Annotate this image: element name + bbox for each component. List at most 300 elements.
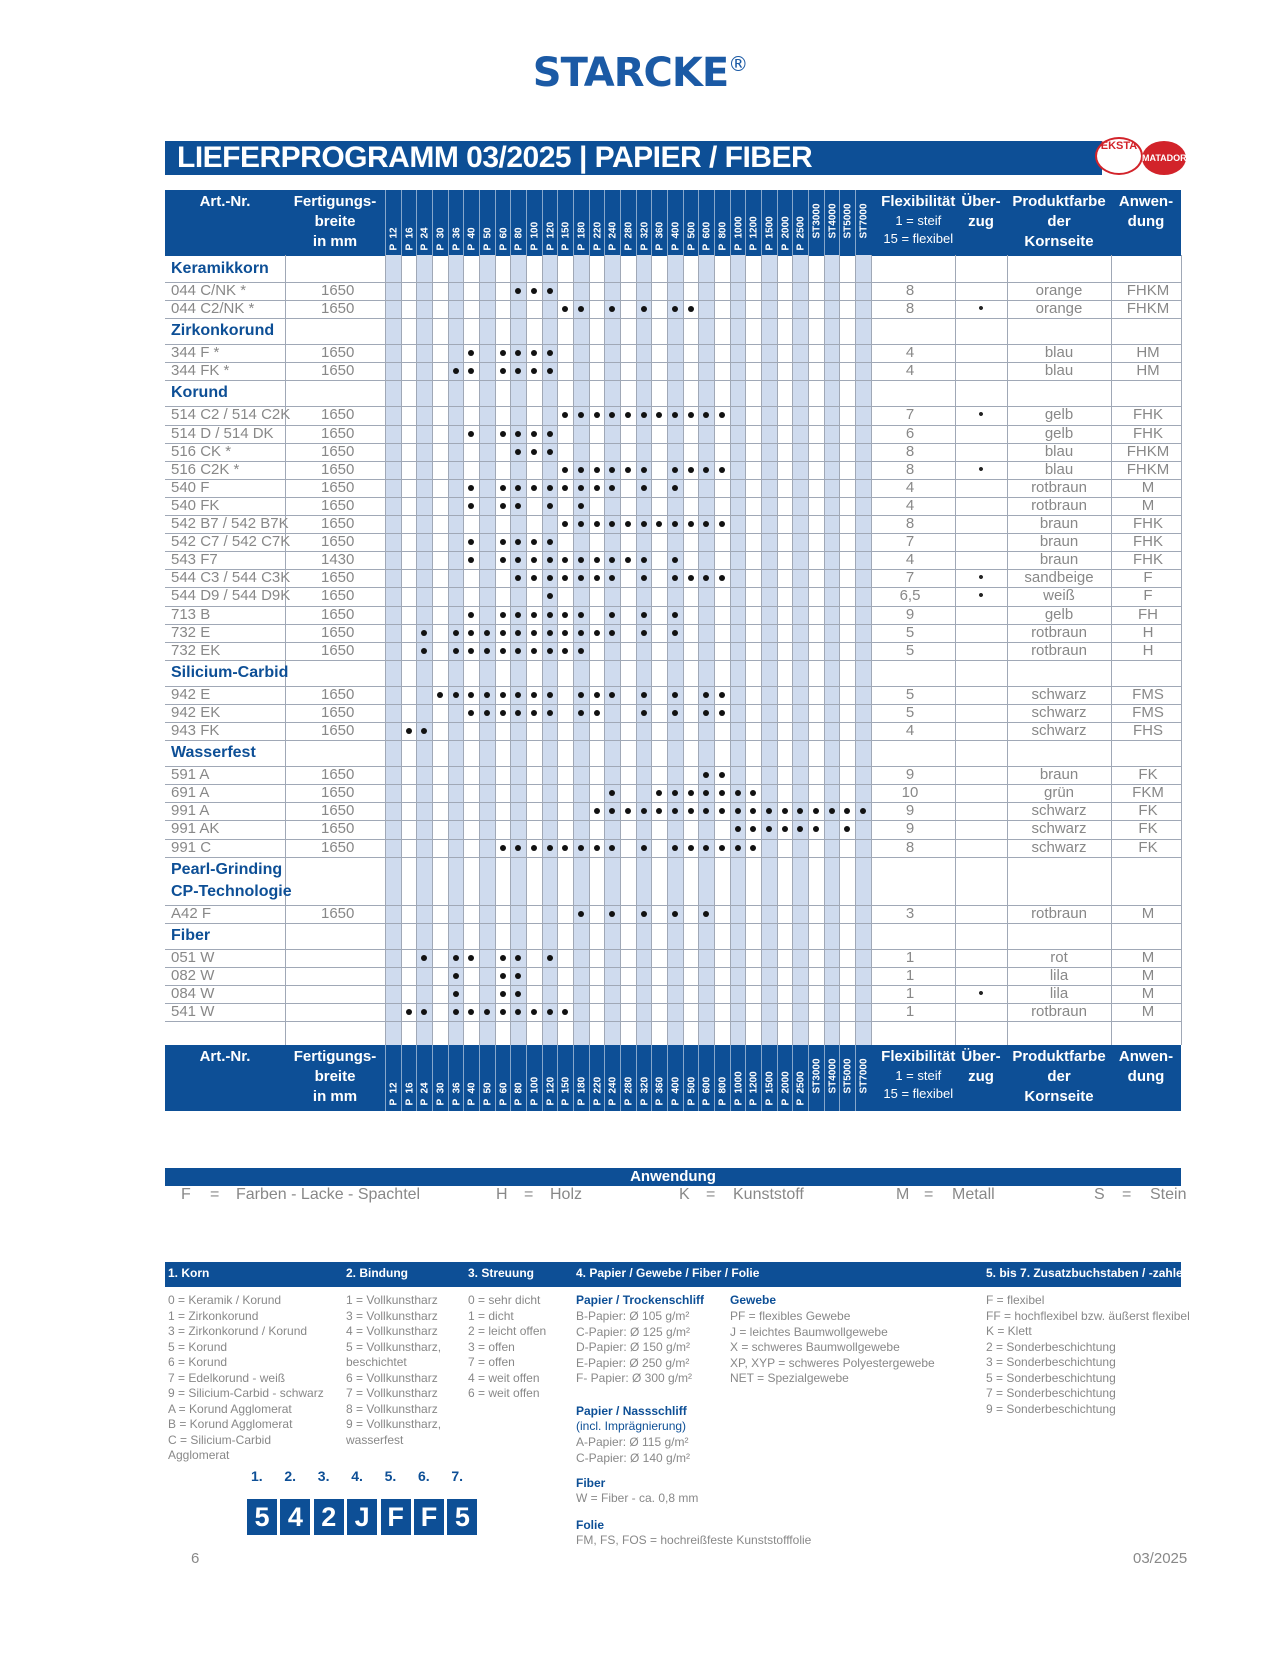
grit-label	[559, 1044, 574, 1106]
availability-dot	[515, 288, 521, 294]
ueberzug: •	[978, 300, 984, 318]
produktfarbe: orange	[1035, 282, 1083, 299]
availability-dot	[562, 575, 568, 581]
grit-prefix: P	[686, 243, 698, 251]
anwendung: M	[1141, 984, 1155, 1002]
grit-col-header	[651, 1045, 668, 1111]
flexibilitaet: 4	[905, 722, 915, 739]
grit-label	[731, 1044, 746, 1106]
grit-prefix: P	[764, 243, 776, 251]
grit-col-header	[698, 1045, 715, 1111]
bindung-entry: 3 = Vollkunstharz	[346, 1308, 438, 1323]
availability-dot	[688, 467, 694, 473]
grit-prefix: P	[576, 243, 588, 251]
grit-value: 120	[545, 1076, 557, 1094]
availability-dot	[547, 955, 553, 961]
grit-value: 30	[435, 1082, 447, 1094]
grit-value: 24	[419, 1082, 431, 1094]
grit-prefix: P	[748, 243, 760, 251]
availability-dot	[484, 692, 490, 698]
table-row	[165, 344, 1181, 362]
availability-dot	[594, 412, 600, 418]
availability-dot	[515, 648, 521, 654]
produktfarbe: gelb	[1044, 605, 1074, 623]
anwendung: FHKM	[1126, 442, 1170, 460]
grit-label	[716, 1044, 731, 1106]
col-anwendung-line: Anwen-	[1118, 1048, 1174, 1065]
bindung-entry: 9 = Vollkunstharz,	[346, 1417, 442, 1431]
grit-value: 100	[529, 1076, 541, 1094]
availability-dot	[578, 467, 584, 473]
grit-col-header	[636, 1045, 653, 1111]
availability-dot	[813, 826, 819, 832]
grit-value: 1000	[733, 1071, 745, 1094]
flexibilitaet: 3	[905, 904, 915, 922]
code-position: 5.	[384, 1468, 397, 1484]
anwendung: FHK	[1133, 406, 1163, 424]
availability-dot	[500, 648, 506, 654]
fertigungsbreite: 1650	[321, 703, 355, 721]
availability-dot	[688, 808, 694, 814]
code-char: J	[347, 1499, 377, 1535]
fertigungsbreite: 1650	[321, 904, 355, 922]
availability-dot	[468, 648, 474, 654]
section-title: Wasserfest	[171, 744, 256, 762]
produktfarbe: blau	[1044, 344, 1074, 362]
grit-value: 12	[388, 1082, 400, 1094]
anwendung: FKM	[1132, 784, 1164, 802]
availability-dot	[656, 521, 662, 527]
art-nr: 540 F	[171, 478, 210, 496]
col-ueberzug-line: zug	[968, 213, 994, 230]
grit-prefix: P	[748, 1098, 760, 1106]
availability-dot	[672, 306, 678, 312]
anwendung-title: Anwendung	[165, 1168, 1181, 1186]
page-number: 6	[191, 1550, 200, 1567]
produktfarbe: lila	[1049, 966, 1069, 984]
produktfarbe: rotbraun	[1031, 623, 1087, 641]
availability-dot	[515, 485, 521, 491]
gewebe-title: Gewebe	[730, 1293, 777, 1307]
grit-value: 36	[451, 1082, 463, 1094]
grit-label	[387, 189, 402, 251]
availability-dot	[547, 575, 553, 581]
col-breite-line: Fertigungs-	[293, 193, 377, 210]
grit-col-header	[683, 1045, 700, 1111]
grit-col-header	[792, 1045, 809, 1111]
flexibilitaet: 8	[905, 460, 915, 478]
grit-label	[841, 1044, 856, 1106]
grit-label	[794, 189, 809, 251]
col-farbe	[1007, 190, 1111, 256]
table-row	[165, 515, 1181, 533]
availability-dot	[547, 612, 553, 618]
produktfarbe: schwarz	[1031, 703, 1087, 721]
grit-prefix: P	[795, 1098, 807, 1106]
flexibilitaet: 8	[905, 282, 915, 299]
produktfarbe: schwarz	[1031, 722, 1087, 739]
anwendung: FHK	[1133, 515, 1163, 532]
availability-dot	[578, 521, 584, 527]
grit-label	[402, 189, 417, 251]
availability-dot	[453, 955, 459, 961]
produktfarbe: blau	[1044, 460, 1074, 478]
availability-dot	[672, 612, 678, 618]
produktfarbe: rot	[1050, 948, 1068, 966]
table-row	[165, 362, 1181, 380]
availability-dot	[656, 808, 662, 814]
availability-dot	[719, 710, 725, 716]
bindung-entry: 6 = Vollkunstharz	[346, 1370, 438, 1385]
grit-col-header	[667, 190, 684, 256]
availability-dot	[562, 630, 568, 636]
zusatz-entry: F = flexibel	[986, 1293, 1045, 1307]
grit-col-header	[589, 190, 606, 256]
row-divider	[165, 1021, 1181, 1022]
availability-dot	[641, 630, 647, 636]
anwendung: HM	[1136, 362, 1160, 380]
availability-dot	[515, 503, 521, 509]
zusatz-entry: K = Klett	[986, 1324, 1032, 1338]
availability-dot	[531, 710, 537, 716]
nass-entry: C-Papier: Ø 140 g/m²	[576, 1450, 691, 1465]
streuung-entry: 6 = weit offen	[468, 1386, 540, 1400]
availability-dot	[468, 692, 474, 698]
grit-value: 16	[404, 1082, 416, 1094]
grit-col-header	[463, 190, 480, 256]
grit-value: 800	[717, 221, 729, 239]
produktfarbe: braun	[1039, 766, 1079, 784]
availability-dot	[719, 790, 725, 796]
flexibilitaet: 1	[905, 1003, 915, 1020]
table-row	[165, 820, 1181, 838]
availability-dot	[531, 557, 537, 563]
flexibilitaet: 5	[905, 685, 915, 703]
section-title: Zirkonkorund	[171, 322, 275, 340]
art-nr: 514 D / 514 DK	[171, 424, 274, 442]
availability-dot	[688, 845, 694, 851]
produktfarbe: rotbraun	[1031, 478, 1087, 496]
code-char: 5	[247, 1499, 277, 1535]
anwendung: F	[1143, 587, 1153, 605]
availability-dot	[672, 412, 678, 418]
col-breite-line: breite	[314, 213, 356, 230]
art-nr: 516 CK *	[171, 442, 232, 460]
grit-value: 600	[701, 1076, 713, 1094]
table-row	[165, 497, 1181, 515]
papier-entry: D-Papier: Ø 150 g/m²	[576, 1340, 691, 1354]
availability-dot	[562, 306, 568, 312]
grit-label	[402, 1044, 417, 1106]
anwendung-eq: =	[524, 1186, 534, 1203]
grit-value: 2500	[795, 1071, 807, 1094]
grit-label	[684, 1044, 699, 1106]
availability-dot	[609, 412, 615, 418]
availability-dot	[719, 575, 725, 581]
availability-dot	[703, 521, 709, 527]
anwendung-value: Holz	[550, 1186, 583, 1203]
grit-value: 150	[560, 221, 572, 239]
art-nr: 543 F7	[171, 551, 218, 569]
table-row	[165, 461, 1181, 479]
flexibilitaet: 10	[901, 784, 919, 802]
availability-dot	[719, 808, 725, 814]
availability-dot	[844, 808, 850, 814]
korn-entry: 3 = Zirkonkorund / Korund	[168, 1324, 308, 1338]
availability-dot	[703, 412, 709, 418]
flexibilitaet: 8	[905, 300, 915, 318]
availability-dot	[437, 692, 443, 698]
matador-logo: MATADOR	[1142, 141, 1186, 175]
produktfarbe: schwarz	[1031, 802, 1087, 820]
grit-col-header	[401, 190, 418, 256]
col-ueberzug-line: zug	[968, 1068, 994, 1085]
grit-value: 220	[592, 1076, 604, 1094]
col-breite-line: in mm	[312, 233, 358, 250]
grit-col-header	[448, 1045, 465, 1111]
grit-value: 180	[576, 1076, 588, 1094]
availability-dot	[656, 412, 662, 418]
bindung-entry: 4 = Vollkunstharz	[346, 1324, 438, 1338]
anwendung: FMS	[1132, 703, 1164, 721]
code-char: 2	[314, 1499, 344, 1535]
grit-prefix: P	[623, 243, 635, 251]
code-char: 5	[447, 1499, 477, 1535]
anwendung-eq: =	[706, 1186, 716, 1203]
fertigungsbreite: 1650	[321, 802, 355, 820]
availability-dot	[703, 710, 709, 716]
availability-dot	[468, 431, 474, 437]
table-row	[165, 624, 1181, 642]
availability-dot	[562, 612, 568, 618]
availability-dot	[468, 350, 474, 356]
art-nr: 542 C7 / 542 C7K	[171, 533, 291, 551]
grit-col-header	[557, 1045, 574, 1111]
availability-dot	[468, 557, 474, 563]
availability-dot	[719, 467, 725, 473]
availability-dot	[515, 368, 521, 374]
anwendung: M	[1141, 904, 1155, 922]
grit-prefix: P	[592, 1098, 604, 1106]
zusatz-entry: 7 = Sonderbeschichtung	[986, 1386, 1116, 1400]
grit-col-header	[557, 190, 574, 256]
availability-dot	[672, 808, 678, 814]
fertigungsbreite: 1650	[321, 460, 355, 478]
availability-dot	[703, 692, 709, 698]
grit-label	[731, 189, 746, 251]
col-anwendung-line: Anwen-	[1118, 193, 1174, 210]
grit-value: 360	[654, 1076, 666, 1094]
availability-dot	[578, 485, 584, 491]
grit-col-header	[730, 190, 747, 256]
produktfarbe: grün	[1043, 784, 1075, 802]
bindung-entry: wasserfest	[346, 1432, 404, 1447]
grit-col-header	[839, 190, 856, 256]
grit-value: 320	[639, 1076, 651, 1094]
ueberzug: •	[978, 587, 984, 605]
streuung-entry: 7 = offen	[468, 1355, 515, 1369]
grit-prefix: P	[529, 243, 541, 251]
korn-entry: C = Silicium-Carbid	[168, 1432, 272, 1447]
grit-label	[653, 189, 668, 251]
art-nr: 544 C3 / 544 C3K	[171, 569, 291, 587]
grit-value: 180	[576, 221, 588, 239]
anwendung: FHS	[1133, 722, 1163, 739]
bindung-entry: 8 = Vollkunstharz	[346, 1401, 438, 1416]
availability-dot	[641, 412, 647, 418]
availability-dot	[641, 911, 647, 917]
availability-dot	[453, 630, 459, 636]
availability-dot	[688, 521, 694, 527]
art-nr: 732 E	[171, 623, 211, 641]
availability-dot	[703, 845, 709, 851]
code-position: 6.	[418, 1468, 430, 1484]
table-row	[165, 802, 1181, 820]
fertigungsbreite: 1650	[321, 515, 355, 532]
flexibilitaet: 8	[905, 442, 915, 460]
col-flex-line: Flexibilität	[881, 193, 956, 210]
grit-col-header	[714, 190, 731, 256]
availability-dot	[468, 503, 474, 509]
grit-value: 100	[529, 221, 541, 239]
fiber-title: Fiber	[576, 1476, 606, 1490]
grit-label	[778, 1044, 793, 1106]
art-nr: 732 EK	[171, 641, 221, 659]
fertigungsbreite: 1650	[321, 623, 355, 641]
availability-dot	[515, 575, 521, 581]
availability-dot	[515, 350, 521, 356]
grit-label	[465, 189, 480, 251]
col-flex-line: 15 = flexibel	[883, 1086, 954, 1101]
availability-dot	[594, 845, 600, 851]
produktfarbe: rotbraun	[1031, 641, 1087, 659]
grit-value: 400	[670, 1076, 682, 1094]
availability-dot	[672, 845, 678, 851]
grit-col-header	[604, 190, 621, 256]
gewebe-entry: NET = Spezialgewebe	[730, 1371, 849, 1385]
availability-dot	[515, 692, 521, 698]
grit-label	[434, 1044, 449, 1106]
grit-label	[841, 189, 856, 251]
col-anwendung-line: dung	[1127, 1068, 1165, 1085]
produktfarbe: braun	[1039, 515, 1079, 532]
availability-dot	[578, 710, 584, 716]
availability-dot	[782, 808, 788, 814]
grit-col-header	[808, 1045, 825, 1111]
col-flex-line: 1 = steif	[895, 1068, 942, 1083]
grit-value: 1200	[748, 216, 760, 239]
grit-prefix: P	[388, 1098, 400, 1106]
art-nr: 344 F *	[171, 344, 220, 362]
fertigungsbreite: 1430	[321, 551, 355, 569]
availability-dot	[453, 973, 459, 979]
grit-label	[637, 189, 652, 251]
grit-prefix: P	[498, 1098, 510, 1106]
korn-entry: A = Korund Agglomerat	[168, 1401, 292, 1416]
anwendung: FK	[1138, 820, 1158, 838]
grit-col-header	[510, 1045, 527, 1111]
art-nr: 516 C2K *	[171, 460, 240, 478]
grit-label	[543, 189, 558, 251]
grit-value: 60	[498, 227, 510, 239]
grit-prefix: P	[451, 1098, 463, 1106]
availability-dot	[750, 808, 756, 814]
availability-dot	[468, 630, 474, 636]
availability-dot	[735, 808, 741, 814]
grit-prefix: P	[717, 243, 729, 251]
table-header-top	[165, 190, 1181, 256]
availability-dot	[515, 973, 521, 979]
grit-col-header	[651, 190, 668, 256]
streuung-entry: 2 = leicht offen	[468, 1324, 547, 1338]
availability-dot	[609, 485, 615, 491]
availability-dot	[484, 648, 490, 654]
table-row	[165, 985, 1181, 1003]
art-nr: 541 W	[171, 1003, 215, 1020]
gewebe-entry: PF = flexibles Gewebe	[730, 1309, 851, 1323]
produktfarbe: orange	[1035, 300, 1083, 318]
zusatz-entry: 9 = Sonderbeschichtung	[986, 1401, 1116, 1416]
anwendung-key: F	[181, 1186, 191, 1203]
gewebe-entry: X = schweres Baumwollgewebe	[730, 1340, 900, 1354]
art-nr: 084 W	[171, 984, 215, 1002]
grit-prefix: P	[701, 243, 713, 251]
grit-col-header	[495, 190, 512, 256]
availability-dot	[609, 521, 615, 527]
anwendung-key: S	[1094, 1186, 1105, 1203]
availability-dot	[562, 648, 568, 654]
col-art-nr	[165, 190, 285, 256]
availability-dot	[609, 845, 615, 851]
availability-dot	[594, 467, 600, 473]
availability-dot	[531, 288, 537, 294]
grit-col-header	[730, 1045, 747, 1111]
col-ueberzug	[955, 190, 1007, 256]
availability-dot	[531, 575, 537, 581]
availability-dot	[515, 431, 521, 437]
streuung-entry: 4 = weit offen	[468, 1370, 540, 1385]
grit-label	[543, 1044, 558, 1106]
availability-dot	[500, 973, 506, 979]
grit-col-header	[745, 190, 762, 256]
table-row	[165, 784, 1181, 802]
grit-prefix: P	[733, 1098, 745, 1106]
grit-prefix: P	[529, 1098, 541, 1106]
produktfarbe: lila	[1049, 984, 1069, 1002]
availability-dot	[468, 1009, 474, 1015]
availability-dot	[782, 826, 788, 832]
availability-dot	[531, 485, 537, 491]
grit-value: 40	[466, 227, 478, 239]
fertigungsbreite: 1650	[321, 282, 355, 299]
anwendung: FHKM	[1126, 460, 1170, 478]
grit-prefix: P	[545, 243, 557, 251]
fertigungsbreite: 1650	[321, 784, 355, 802]
availability-dot	[609, 612, 615, 618]
grit-prefix: P	[466, 243, 478, 251]
legend-header: 5. bis 7. Zusatzbuchstaben / -zahlen	[986, 1266, 1191, 1280]
korn-entry: 0 = Keramik / Korund	[168, 1293, 282, 1307]
col-breite	[285, 190, 385, 256]
produktfarbe: braun	[1039, 533, 1079, 551]
grit-prefix: P	[592, 243, 604, 251]
grit-prefix: P	[419, 1098, 431, 1106]
availability-dot	[578, 648, 584, 654]
availability-dot	[421, 955, 427, 961]
availability-dot	[594, 557, 600, 563]
fertigungsbreite: 1650	[321, 587, 355, 605]
grit-prefix: P	[576, 1098, 588, 1106]
